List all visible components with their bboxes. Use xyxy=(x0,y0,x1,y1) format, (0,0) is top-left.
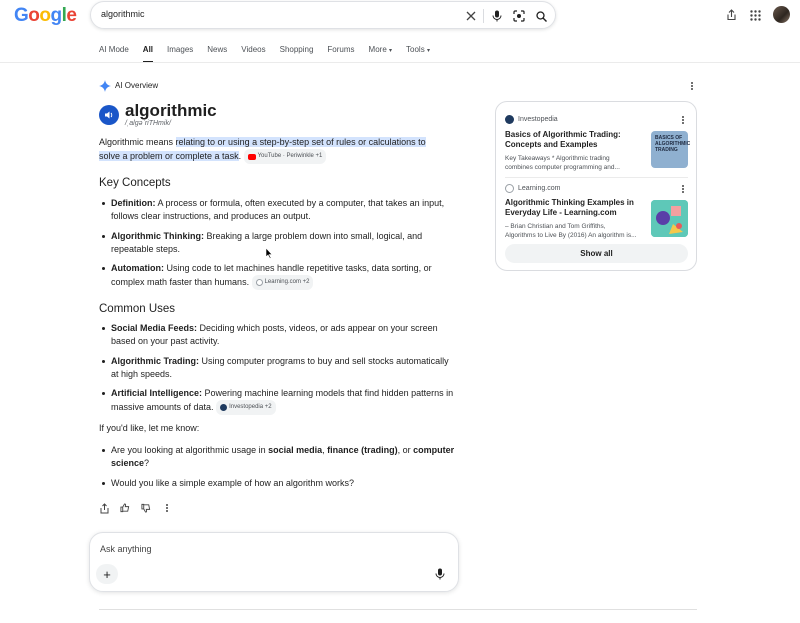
card-divider xyxy=(505,177,688,178)
desc: based on your past activity. xyxy=(111,336,220,346)
bullet-dot xyxy=(102,392,105,395)
term: Algorithmic Thinking: xyxy=(111,231,204,241)
speaker-button[interactable] xyxy=(99,105,119,125)
q1-sep: , xyxy=(322,445,328,455)
list-item xyxy=(99,477,459,490)
common-uses-heading: Common Uses xyxy=(99,303,176,315)
source-name: Learning.com xyxy=(518,185,561,192)
list-item xyxy=(99,444,459,470)
tab-ai-mode[interactable]: AI Mode xyxy=(99,45,129,54)
list-item xyxy=(99,322,459,348)
card-title: Basics of Algorithmic Trading: xyxy=(505,130,621,139)
search-box[interactable] xyxy=(90,1,556,29)
search-input[interactable]: algorithmic xyxy=(101,9,145,19)
q1-bold: science xyxy=(111,458,145,468)
q1-bold: computer xyxy=(413,445,455,455)
card-snippet: – Brian Christian and Tom Griffiths, xyxy=(505,223,606,230)
card-thumbnail[interactable] xyxy=(651,200,688,237)
desc: Using computer programs to buy and sell stocks automatically xyxy=(199,356,449,366)
ai-overview-more-icon[interactable] xyxy=(687,80,697,92)
desc: Deciding which posts, videos, or ads appear on your screen xyxy=(197,323,438,333)
tab-videos[interactable]: Videos xyxy=(241,45,266,54)
source-card[interactable] xyxy=(505,130,645,172)
source-card[interactable] xyxy=(505,198,645,240)
list-item xyxy=(99,387,459,415)
caret-down-icon: ▾ xyxy=(389,48,393,54)
definition-highlight: relating to or using a step-by-step set of rules or calculations to xyxy=(175,137,426,147)
key-concepts-heading: Key Concepts xyxy=(99,177,171,189)
feedback-actions xyxy=(99,502,172,514)
source-chip-label: Investopedia +2 xyxy=(229,404,272,410)
desc: at high speeds. xyxy=(111,369,173,379)
search-divider xyxy=(483,9,484,23)
investopedia-icon xyxy=(505,115,514,124)
ai-overview-label: AI Overview xyxy=(115,81,159,90)
search-icon[interactable] xyxy=(533,8,549,24)
share-icon[interactable] xyxy=(99,502,109,514)
desc: repeatable steps. xyxy=(111,244,181,254)
desc: Using code to let machines handle repetitive tasks, data sorting, or xyxy=(164,263,432,273)
desc: A process or formula, often executed by a computer, that takes an input, xyxy=(155,198,445,208)
q2: Would you like a simple example of how an algorithm works? xyxy=(111,478,354,488)
microphone-icon[interactable] xyxy=(435,567,445,585)
desc: massive amounts of data. xyxy=(111,401,214,412)
tab-shopping[interactable]: Shopping xyxy=(279,45,314,54)
definition-highlight-2: solve a problem or complete a task xyxy=(99,150,239,161)
bullet-dot xyxy=(102,202,105,205)
tab-more-label: More xyxy=(368,45,387,54)
learning-icon xyxy=(505,184,514,193)
card-thumbnail[interactable] xyxy=(651,131,691,168)
term: Algorithmic Trading: xyxy=(111,356,200,366)
headword: algorithmic xyxy=(125,101,217,120)
list-item xyxy=(99,262,459,290)
more-options-icon[interactable] xyxy=(162,502,172,514)
tab-all[interactable]: All xyxy=(142,45,154,54)
google-logo[interactable]: Google xyxy=(14,5,77,26)
definition-paragraph xyxy=(99,136,459,164)
list-item xyxy=(99,197,459,223)
source-chip-label: YouTube · Periwinkle +1 xyxy=(257,153,323,159)
source-chip[interactable] xyxy=(216,400,276,415)
mouse-cursor-icon xyxy=(265,246,273,258)
source-chip[interactable] xyxy=(252,275,314,290)
tab-images[interactable]: Images xyxy=(167,45,194,54)
term: Artificial Intelligence: xyxy=(111,388,203,398)
clear-icon[interactable] xyxy=(463,8,479,24)
tab-tools-label: Tools xyxy=(406,45,425,54)
source-chip[interactable] xyxy=(244,149,327,164)
desc: follows clear instructions, and produces an output. xyxy=(111,211,311,221)
ask-input[interactable]: Ask anything xyxy=(100,544,152,554)
camera-lens-icon[interactable] xyxy=(511,8,527,24)
caret-down-icon: ▾ xyxy=(426,48,430,54)
card-more-icon[interactable] xyxy=(678,114,688,126)
term: Definition: xyxy=(111,198,156,208)
ask-box[interactable] xyxy=(89,532,459,592)
card-title: Everyday Life - Learning.com xyxy=(505,208,617,217)
avatar[interactable] xyxy=(773,6,790,23)
thumb-text: BASICS OF ALGORITHMIC TRADING xyxy=(655,135,691,153)
list-item xyxy=(99,355,459,381)
bullet-dot xyxy=(102,235,105,238)
youtube-icon xyxy=(248,154,256,160)
card-title: Algorithmic Thinking Examples in xyxy=(505,198,634,207)
follow-intro: If you'd like, let me know: xyxy=(99,423,200,433)
card-snippet: combines computer programming and... xyxy=(505,164,620,171)
share-icon[interactable] xyxy=(723,7,739,23)
definition-prefix: Algorithmic means xyxy=(99,137,176,147)
term: Social Media Feeds: xyxy=(111,323,198,333)
definition-suffix: . xyxy=(238,150,242,161)
thumbs-down-icon[interactable] xyxy=(141,502,151,514)
phonetic: /ˌalɡəˈriTHmik/ xyxy=(125,120,171,127)
investopedia-icon xyxy=(220,404,227,411)
list-item xyxy=(99,230,459,256)
card-snippet: Key Takeaways * Algorithmic trading xyxy=(505,155,610,162)
sources-panel xyxy=(495,101,697,271)
thumbs-up-icon[interactable] xyxy=(120,502,130,514)
card-title: Concepts and Examples xyxy=(505,140,598,149)
add-button[interactable]: + xyxy=(96,564,118,584)
learning-icon xyxy=(256,279,263,286)
apps-grid-icon[interactable] xyxy=(747,7,763,23)
source-chip-label: Learning.com +2 xyxy=(264,279,310,285)
ai-sparkle-icon xyxy=(99,79,111,91)
desc: complex math faster than humans. xyxy=(111,276,250,287)
microphone-icon[interactable] xyxy=(489,8,505,24)
header-divider xyxy=(0,62,800,63)
bullet-dot xyxy=(102,449,105,452)
q1-pre: Are you looking at algorithmic usage in xyxy=(111,445,269,455)
speaker-icon xyxy=(104,110,114,120)
desc: Breaking a large problem down into small, logical, and xyxy=(204,231,423,241)
show-all-button[interactable]: Show all xyxy=(505,244,688,263)
tab-news[interactable]: News xyxy=(207,45,228,54)
q1-bold: finance (trading) xyxy=(327,445,398,455)
term: Automation: xyxy=(111,263,164,273)
card-snippet: Algorithms to Live By (2016) An algorithm is... xyxy=(505,232,637,239)
tab-forums[interactable]: Forums xyxy=(327,45,355,54)
search-tabs xyxy=(99,45,444,54)
bullet-dot xyxy=(102,267,105,270)
bullet-dot xyxy=(102,482,105,485)
tab-more[interactable] xyxy=(369,45,392,54)
q1-bold: social media xyxy=(268,445,323,455)
bullet-dot xyxy=(102,360,105,363)
q1-end: ? xyxy=(144,458,150,468)
q1-sep: , or xyxy=(397,445,414,455)
card-more-icon[interactable] xyxy=(678,183,688,195)
source-name: Investopedia xyxy=(518,116,558,123)
section-divider xyxy=(99,609,697,610)
desc: Powering machine learning models that find hidden patterns in xyxy=(202,388,454,398)
bullet-dot xyxy=(102,327,105,330)
tab-tools[interactable] xyxy=(406,45,430,54)
